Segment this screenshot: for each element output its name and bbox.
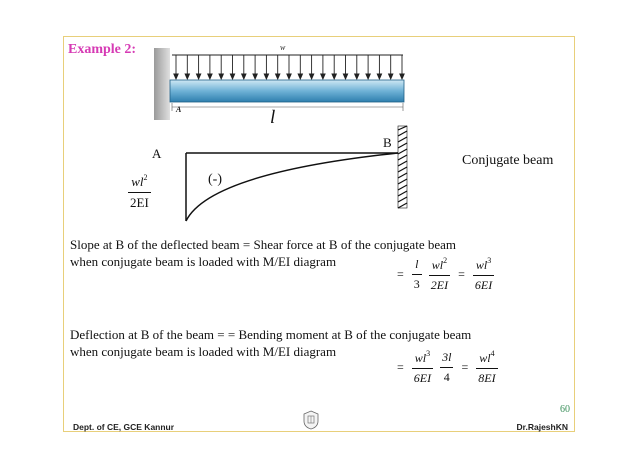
load-arrowhead (276, 74, 280, 79)
fixed-support-wall (154, 48, 170, 120)
beam-body (170, 80, 404, 102)
deflection-equation: = $\frac{wl^3}{6EI}$ $\frac{3l}{4}$ = $\frac{wl^4}{8EI}$ (397, 349, 496, 385)
load-arrowhead (343, 74, 347, 79)
deflection-line-1: Deflection at B of the beam = = Bending moment at B of the conjugate beam (70, 327, 472, 342)
conjugate-beam-diagram (170, 118, 410, 228)
load-arrowhead (219, 74, 223, 79)
load-arrowhead (196, 74, 200, 79)
distributed-load-arrows (174, 55, 404, 79)
load-arrowhead (400, 74, 404, 79)
point-b-label: B (383, 135, 392, 150)
load-arrowhead (309, 74, 313, 79)
load-arrowhead (208, 74, 212, 79)
slope-equation: = $\frac{l}{3}$ $\frac{wl^2}{2EI}$ = $\frac{wl^3}{6EI}$ (397, 256, 493, 292)
slope-line-1: Slope at B of the deflected beam = Shear force at B of the conjugate beam (70, 237, 456, 252)
load-arrowhead (287, 74, 291, 79)
length-label: l (270, 107, 276, 128)
slide-title: Example 2: (68, 42, 137, 57)
load-label: w (280, 43, 286, 52)
load-arrowhead (355, 74, 359, 79)
load-arrowhead (253, 74, 257, 79)
load-arrowhead (321, 74, 325, 79)
slope-line-2: when conjugate beam is loaded with M/EI diagram (70, 254, 337, 269)
load-arrowhead (298, 74, 302, 79)
conjugate-beam-caption: Conjugate beam (462, 153, 554, 168)
cantilever-beam-figure (150, 40, 410, 130)
load-arrowhead (230, 74, 234, 79)
load-arrowhead (389, 74, 393, 79)
load-arrowhead (264, 74, 268, 79)
load-arrowhead (377, 74, 381, 79)
load-arrowhead (174, 74, 178, 79)
load-arrowhead (185, 74, 189, 79)
page-number: 60 (560, 404, 570, 415)
load-arrowhead (366, 74, 370, 79)
deflection-line-2: when conjugate beam is loaded with M/EI diagram (70, 344, 337, 359)
moment-ordinate-fraction: $\frac{wl^2}{2EI}$ (130, 173, 149, 210)
college-emblem-icon (302, 410, 320, 430)
load-arrowhead (332, 74, 336, 79)
negative-sign-label: (-) (208, 172, 222, 187)
support-label: A (176, 105, 182, 114)
load-arrowhead (242, 74, 246, 79)
footer-author: Dr.RajeshKN (516, 422, 568, 432)
footer-department: Dept. of CE, GCE Kannur (73, 422, 175, 432)
point-a-label: A (152, 146, 162, 161)
